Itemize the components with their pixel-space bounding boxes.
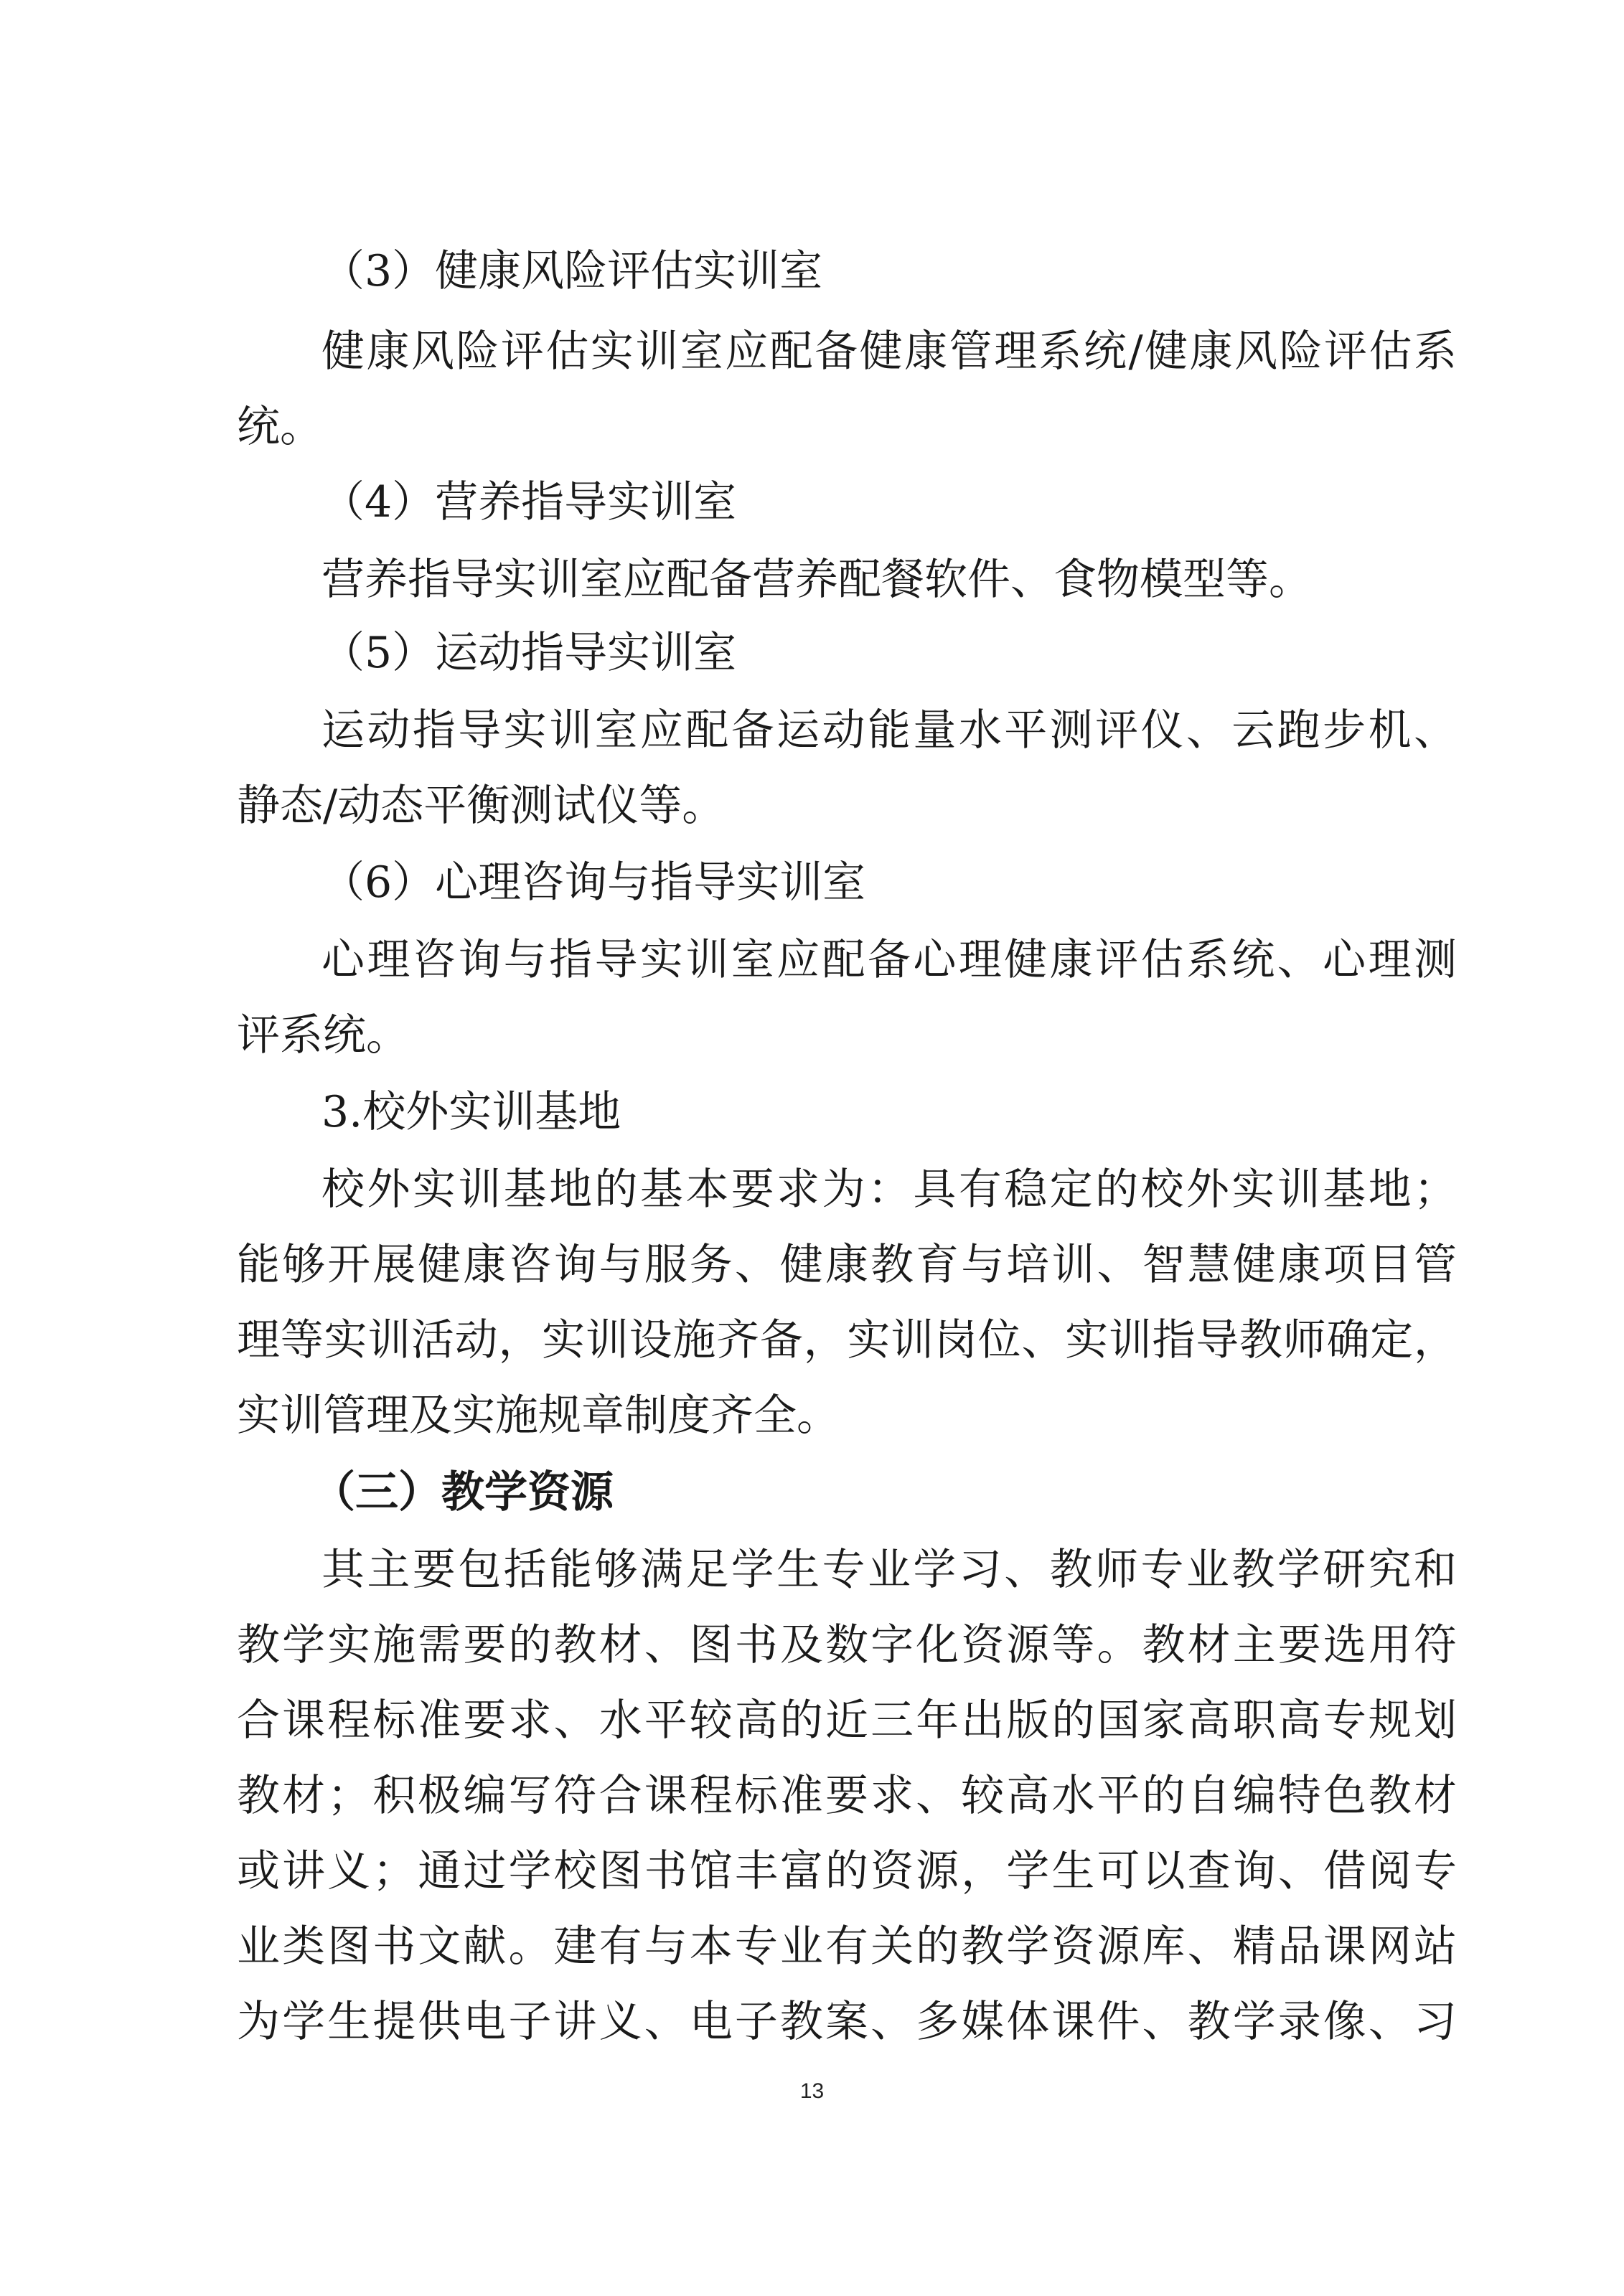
paragraph-line: 或讲义；通过学校图书馆丰富的资源，学生可以查询、借阅专 bbox=[237, 1846, 1457, 1896]
paragraph-line: 教材；积极编写符合课程标准要求、较高水平的自编特色教材 bbox=[237, 1771, 1457, 1821]
paragraph-line: 理等实训活动，实训设施齐备，实训岗位、实训指导教师确定， bbox=[237, 1315, 1457, 1365]
paragraph-line: 能够开展健康咨询与服务、健康教育与培训、智慧健康项目管 bbox=[237, 1240, 1457, 1290]
paragraph-line: 其主要包括能够满足学生专业学习、教师专业教学研究和 bbox=[321, 1545, 1457, 1595]
heading-nutrition-room: （4）营养指导实训室 bbox=[321, 477, 737, 527]
heading-teaching-resources: （三）教学资源 bbox=[312, 1467, 614, 1518]
heading-sport-room: （5）运动指导实训室 bbox=[321, 628, 737, 678]
paragraph-line: 教学实施需要的教材、图书及数字化资源等。教材主要选用符 bbox=[237, 1620, 1457, 1670]
paragraph-line: 评系统。 bbox=[237, 1010, 409, 1060]
paragraph-line: 业类图书文献。建有与本专业有关的教学资源库、精品课网站 bbox=[237, 1921, 1457, 1972]
paragraph-line: 心理咨询与指导实训室应配备心理健康评估系统、心理测 bbox=[321, 935, 1457, 985]
paragraph-line: 为学生提供电子讲义、电子教案、多媒体课件、教学录像、习 bbox=[237, 1997, 1457, 2047]
paragraph-line: 校外实训基地的基本要求为：具有稳定的校外实训基地； bbox=[321, 1165, 1457, 1215]
heading-offsite-base: 3.校外实训基地 bbox=[321, 1087, 621, 1137]
paragraph-line: 实训管理及实施规章制度齐全。 bbox=[237, 1391, 840, 1441]
heading-psych-room: （6）心理咨询与指导实训室 bbox=[321, 857, 866, 908]
heading-risk-assessment-room: （3）健康风险评估实训室 bbox=[321, 246, 823, 296]
paragraph-line: 统。 bbox=[237, 402, 323, 452]
paragraph-line: 运动指导实训室应配备运动能量水平测评仪、云跑步机、 bbox=[321, 705, 1457, 756]
paragraph-line: 合课程标准要求、水平较高的近三年出版的国家高职高专规划 bbox=[237, 1695, 1457, 1746]
paragraph-line: 静态/动态平衡测试仪等。 bbox=[237, 781, 726, 831]
page-number: 13 bbox=[799, 2079, 825, 2103]
paragraph-line: 健康风险评估实训室应配备健康管理系统/健康风险评估系 bbox=[321, 326, 1457, 377]
paragraph-line: 营养指导实训室应配备营养配餐软件、食物模型等。 bbox=[321, 555, 1312, 605]
